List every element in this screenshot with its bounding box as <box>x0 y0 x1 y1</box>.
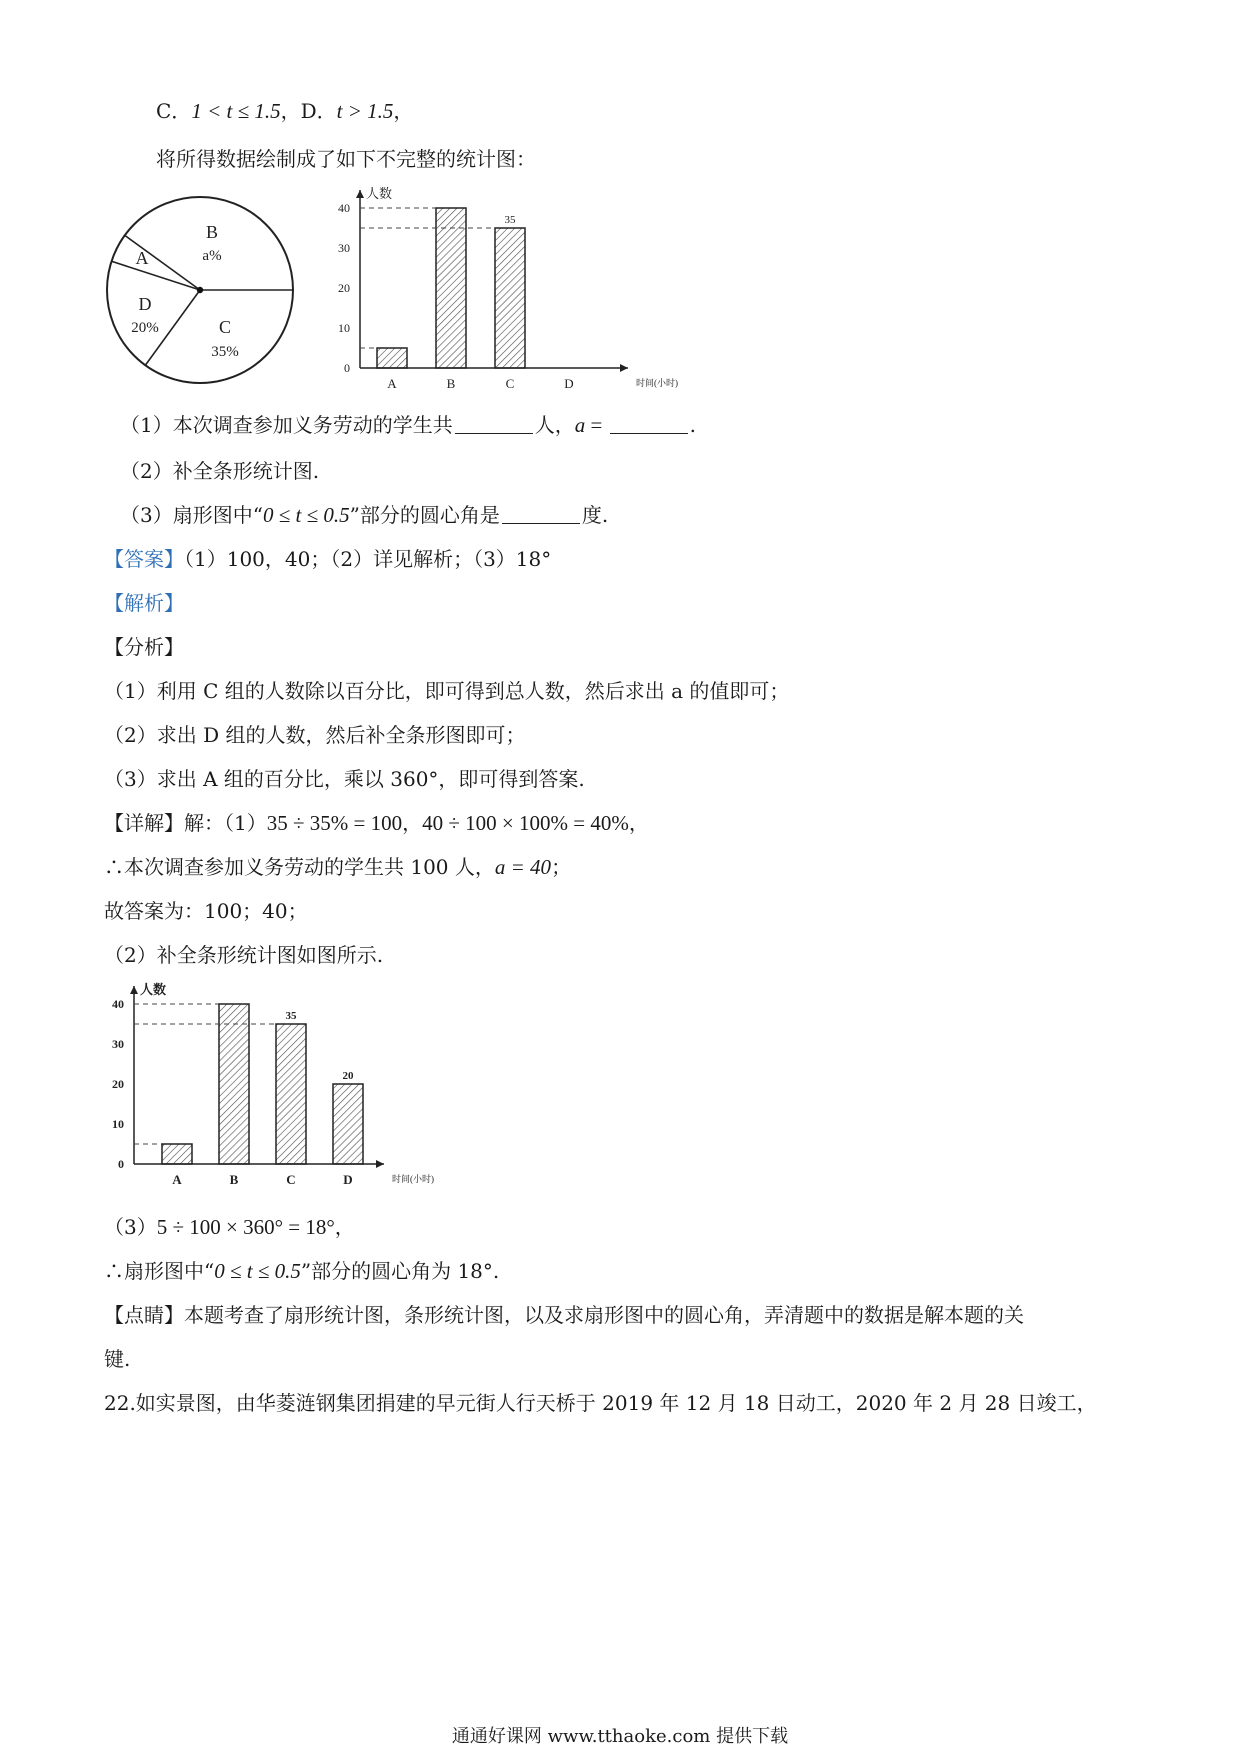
bar-C <box>495 228 525 368</box>
fenxi-line-2: （2）求出 D 组的人数，然后补全条形图即可； <box>104 723 526 747</box>
x-tick-label-A: A <box>172 1172 182 1187</box>
x-axis-arrow <box>620 364 628 372</box>
y-tick-label: 20 <box>112 1077 124 1091</box>
answer-blank-3 <box>502 503 580 524</box>
option-c-expr: 1 < t ≤ 1.5 <box>191 99 281 123</box>
y-axis-arrow <box>356 190 364 198</box>
pie-center-dot <box>197 287 203 293</box>
answer-line <box>104 546 551 572</box>
y-tick-label: 10 <box>112 1117 124 1131</box>
bar-A <box>377 348 407 368</box>
pie-value-B: a% <box>202 248 222 264</box>
answer-blank-1 <box>455 413 533 434</box>
pie-label-A: A <box>135 248 149 268</box>
pie-value-C: 35% <box>211 344 239 360</box>
x-axis-label: 时间(小时) <box>636 378 678 388</box>
y-tick-label: 30 <box>338 241 350 255</box>
pie-value-D: 20% <box>131 320 159 336</box>
bar-A <box>162 1144 192 1164</box>
question-2: （2）补全条形统计图. <box>120 459 320 483</box>
footer-text: 通通好课网 www.tthaoke.com 提供下载 <box>451 1726 789 1747</box>
question-1: （1）本次调查参加义务劳动的学生共 人，a = . <box>120 413 696 437</box>
x-tick-label-C: C <box>505 376 515 391</box>
pie-label-C: C <box>218 317 232 337</box>
option-d-label: ，D． <box>280 99 337 123</box>
detail-line-4: （2）补全条形统计图如图所示. <box>104 943 384 967</box>
pie-chart <box>100 190 300 390</box>
x-axis-label: 时间(小时) <box>392 1174 434 1184</box>
next-problem: 22.如实景图，由华菱涟钢集团捐建的早元街人行天桥于 2019 年 12 月 18 日动工，2020 年 2 月 28 日竣工， <box>104 1391 1097 1415</box>
pie-label-B: B <box>205 222 219 242</box>
fenxi-line-1: （1）利用 C 组的人数除以百分比，即可得到总人数，然后求出 a 的值即可； <box>104 679 790 703</box>
y-tick-label: 30 <box>112 1037 124 1051</box>
x-tick-label-B: B <box>229 1172 239 1187</box>
pie-label-D: D <box>138 294 152 314</box>
detail-line-2: ∴本次调查参加义务劳动的学生共 100 人，a = 40； <box>104 855 572 879</box>
analysis-tag: 【解析】 <box>104 591 184 615</box>
y-tick-label: 10 <box>338 321 350 335</box>
bar-C <box>276 1024 306 1164</box>
options-line: C．1 < t ≤ 1.5，D．t > 1.5， <box>156 99 414 123</box>
option-c-label: C． <box>156 99 192 123</box>
dianjing-line-2: 键. <box>104 1347 131 1371</box>
answer-blank-2 <box>610 413 688 434</box>
x-tick-label-A: A <box>387 376 397 391</box>
x-tick-label-B: B <box>446 376 456 391</box>
y-tick-label: 40 <box>112 997 124 1011</box>
bar-chart-incomplete <box>320 182 690 394</box>
fenxi-line-3: （3）求出 A 组的百分比，乘以 360°，即可得到答案. <box>104 767 585 791</box>
bar-B <box>219 1004 249 1164</box>
y-tick-label: 40 <box>338 201 350 215</box>
intro-text: 将所得数据绘制成了如下不完整的统计图： <box>156 147 536 171</box>
detail-line-6: ∴扇形图中“0 ≤ t ≤ 0.5”部分的圆心角为 18°. <box>104 1259 500 1283</box>
x-tick-label-C: C <box>286 1172 296 1187</box>
x-tick-label-D: D <box>343 1172 353 1187</box>
detail-line-3: 故答案为：100；40； <box>104 899 308 923</box>
y-axis-arrow <box>130 986 138 994</box>
detail-line-5: （3）5 ÷ 100 × 360° = 18°， <box>104 1215 355 1239</box>
question-3: （3）扇形图中“0 ≤ t ≤ 0.5”部分的圆心角是 度. <box>120 503 609 527</box>
bar-B <box>436 208 466 368</box>
fenxi-tag: 【分析】 <box>104 635 184 659</box>
dianjing-line-1: 【点睛】本题考查了扇形统计图，条形统计图，以及求扇形图中的圆心角，弄清题中的数据是解本题的关 <box>104 1303 1024 1327</box>
x-tick-label-D: D <box>564 376 574 391</box>
y-tick-label: 20 <box>338 281 350 295</box>
y-axis-label: 人数 <box>366 186 393 201</box>
data-label-D: 20 <box>342 1070 354 1082</box>
y-tick-label: 0 <box>344 361 350 375</box>
detail-line-1: 【详解】解：（1）35 ÷ 35% = 100，40 ÷ 100 × 100% = 40%， <box>104 811 649 835</box>
y-axis-label: 人数 <box>140 982 167 997</box>
bar-D <box>333 1084 363 1164</box>
option-d-expr: t > 1.5 <box>336 99 394 123</box>
data-label-C: 35 <box>504 214 516 226</box>
y-tick-label: 0 <box>118 1157 124 1171</box>
data-label-C: 35 <box>285 1010 297 1022</box>
x-axis-arrow <box>376 1160 384 1168</box>
answer-tag: 【答案】 <box>104 547 184 571</box>
answer-text: （1）100，40；（2）详见解析；（3）18° <box>184 547 552 571</box>
bar-chart-complete <box>104 978 454 1190</box>
